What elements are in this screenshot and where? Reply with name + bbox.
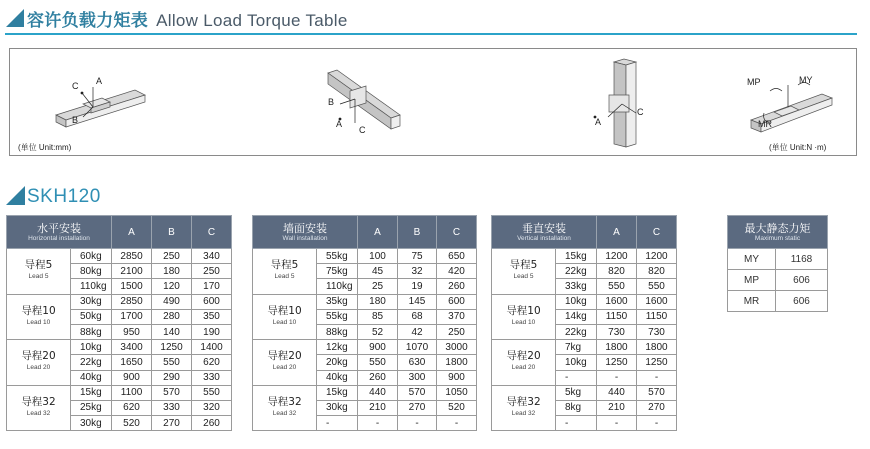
torque-value-c: 650 [437,249,477,264]
torque-value-a: 440 [358,385,398,400]
lead-group-label: 导程32 Lead 32 [253,385,317,431]
torque-value-c: 550 [637,279,677,294]
wall-installation-table [252,215,477,431]
torque-value-a: 3400 [112,340,152,355]
col-header-a: A [597,216,637,249]
load-cell: 5kg [556,385,597,400]
lead-group-label: 导程32 Lead 32 [7,385,71,431]
torque-value-c: 270 [637,400,677,415]
table-row [728,291,828,312]
table-row [492,340,677,355]
table-row [253,385,477,400]
load-cell: - [317,416,358,431]
title-en: Allow Load Torque Table [156,11,348,30]
torque-value-c: 620 [192,355,232,370]
horizontal-installation-table [6,215,232,431]
torque-value-b: 570 [152,385,192,400]
load-cell: 110kg [317,279,358,294]
torque-value-a: 52 [358,324,398,339]
torque-value-c: - [637,370,677,385]
torque-value-b: 68 [398,309,437,324]
torque-value-c: 1800 [437,355,477,370]
w-label-a: A [336,119,343,129]
torque-value-b: 42 [398,324,437,339]
title-cn: 容许负载力矩表 [27,11,149,31]
unit-label-nm: (单位 Unit:N ·m) [769,143,827,152]
torque-value-a: 1100 [112,385,152,400]
torque-value-c: 1150 [637,309,677,324]
torque-value-a: 2100 [112,264,152,279]
max-static-moment-table [727,215,828,312]
torque-value-b: 19 [398,279,437,294]
installation-diagram-panel [9,48,857,156]
torque-value-a: 45 [358,264,398,279]
load-cell: 10kg [556,355,597,370]
torque-value-c: 820 [637,264,677,279]
torque-value-c: 600 [192,294,232,309]
load-cell: 40kg [71,370,112,385]
col-header-c: C [637,216,677,249]
torque-value-b: 490 [152,294,192,309]
load-cell: 30kg [71,416,112,431]
moment-label: MY [728,249,776,270]
torque-value-a: 520 [112,416,152,431]
load-cell: 22kg [556,324,597,339]
torque-value-c: 370 [437,309,477,324]
torque-value-c: 330 [192,370,232,385]
torque-value-b: 120 [152,279,192,294]
torque-value-b: 300 [398,370,437,385]
torque-value-c: 260 [192,416,232,431]
torque-value-a: 260 [358,370,398,385]
s-label-mr: MR [758,119,772,129]
torque-value-c: 1600 [637,294,677,309]
header-divider [5,33,857,35]
table-row [7,340,232,355]
table-header-title: 垂直安装 Vertical installation [492,216,597,249]
torque-value-b: 280 [152,309,192,324]
lead-group-label: 导程20 Lead 20 [253,340,317,386]
load-cell: 30kg [317,400,358,415]
torque-value-a: 2850 [112,249,152,264]
torque-value-a: 900 [358,340,398,355]
torque-value-a: 730 [597,324,637,339]
torque-value-a: 1650 [112,355,152,370]
torque-value-b: 75 [398,249,437,264]
unit-label-mm: (单位 Unit:mm) [18,143,72,152]
lead-group-label: 导程20 Lead 20 [7,340,71,386]
lead-group-label: 导程5 Lead 5 [7,249,71,295]
torque-value-c: 1050 [437,385,477,400]
load-cell: 8kg [556,400,597,415]
lead-group-label: 导程5 Lead 5 [253,249,317,295]
header-triangle-icon [6,9,24,27]
torque-value-c: 250 [437,324,477,339]
torque-value-a: 820 [597,264,637,279]
table-row [492,294,677,309]
table-row [728,270,828,291]
torque-value-a: 1800 [597,340,637,355]
torque-value-c: 190 [192,324,232,339]
torque-value-c: 420 [437,264,477,279]
load-cell: 20kg [317,355,358,370]
static-table-header: 最大静态力矩 Maximum static [728,216,828,249]
load-cell: 7kg [556,340,597,355]
table-header-title: 水平安装 Horizontal installation [7,216,112,249]
load-cell: 25kg [71,400,112,415]
load-cell: 30kg [71,294,112,309]
load-cell: 15kg [317,385,358,400]
torque-value-b: 550 [152,355,192,370]
w-label-b: B [328,97,335,107]
vertical-installation-table [491,215,677,431]
moment-value: 606 [776,270,828,291]
load-cell: 60kg [71,249,112,264]
moment-label: MR [728,291,776,312]
col-header-c: C [192,216,232,249]
moment-label: MP [728,270,776,291]
load-cell: 10kg [71,340,112,355]
table-row [253,294,477,309]
torque-value-a: 1250 [597,355,637,370]
load-cell: - [556,416,597,431]
torque-value-c: 3000 [437,340,477,355]
torque-value-c: 520 [437,400,477,415]
torque-value-b: 32 [398,264,437,279]
torque-value-a: 1150 [597,309,637,324]
load-cell: 35kg [317,294,358,309]
torque-value-a: 950 [112,324,152,339]
col-header-c: C [437,216,477,249]
torque-value-b: 630 [398,355,437,370]
table-row [728,249,828,270]
torque-value-b: 330 [152,400,192,415]
torque-value-c: 320 [192,400,232,415]
load-cell: 14kg [556,309,597,324]
torque-value-a: 210 [358,400,398,415]
torque-value-c: - [637,416,677,431]
lead-group-label: 导程32 Lead 32 [492,385,556,431]
installation-diagrams [10,49,858,157]
torque-value-a: 2850 [112,294,152,309]
torque-value-a: - [597,370,637,385]
torque-value-a: 25 [358,279,398,294]
w-label-c: C [359,125,366,135]
load-cell: 15kg [556,249,597,264]
torque-value-c: - [437,416,477,431]
table-header-title: 墙面安装 Wall installation [253,216,358,249]
torque-value-a: 1200 [597,249,637,264]
load-cell: 12kg [317,340,358,355]
torque-value-a: 85 [358,309,398,324]
torque-value-c: 1250 [637,355,677,370]
horizontal-install-diagram [56,90,145,127]
col-header-a: A [112,216,152,249]
load-cell: 88kg [317,324,358,339]
torque-value-a: 550 [358,355,398,370]
load-cell: 55kg [317,309,358,324]
load-cell: 55kg [317,249,358,264]
torque-value-c: 260 [437,279,477,294]
col-header-b: B [398,216,437,249]
torque-value-b: 1250 [152,340,192,355]
torque-value-c: 570 [637,385,677,400]
torque-value-b: 270 [152,416,192,431]
load-cell: 22kg [71,355,112,370]
v-label-c: C [637,107,644,117]
torque-value-c: 340 [192,249,232,264]
load-cell: 40kg [317,370,358,385]
torque-value-b: 290 [152,370,192,385]
load-cell: 10kg [556,294,597,309]
torque-value-b: 250 [152,249,192,264]
s-label-my: MY [799,75,813,85]
torque-value-b: 270 [398,400,437,415]
table-row [7,294,232,309]
moment-value: 606 [776,291,828,312]
load-cell: - [556,370,597,385]
torque-value-c: 730 [637,324,677,339]
torque-value-a: 620 [112,400,152,415]
torque-value-b: 180 [152,264,192,279]
torque-value-a: 210 [597,400,637,415]
table-row [492,249,677,264]
torque-value-b: 570 [398,385,437,400]
lead-group-label: 导程5 Lead 5 [492,249,556,295]
table-row [7,385,232,400]
load-cell: 75kg [317,264,358,279]
torque-value-c: 1200 [637,249,677,264]
torque-value-b: 145 [398,294,437,309]
torque-value-a: 440 [597,385,637,400]
col-header-a: A [358,216,398,249]
torque-value-c: 170 [192,279,232,294]
torque-value-a: 1600 [597,294,637,309]
s-label-mp: MP [747,77,761,87]
lead-group-label: 导程20 Lead 20 [492,340,556,386]
table-row [253,249,477,264]
vertical-install-diagram [609,59,636,147]
h-label-a: A [96,76,103,86]
v-label-a: A [595,117,602,127]
page-title [27,6,348,31]
col-header-b: B [152,216,192,249]
load-cell: 80kg [71,264,112,279]
torque-value-a: 100 [358,249,398,264]
torque-value-a: 1500 [112,279,152,294]
torque-value-b: 140 [152,324,192,339]
model-title: SKH120 [27,186,101,207]
torque-value-b: - [398,416,437,431]
h-label-c: C [72,81,79,91]
torque-value-a: - [597,416,637,431]
torque-value-c: 600 [437,294,477,309]
table-row [253,340,477,355]
torque-value-a: 180 [358,294,398,309]
load-cell: 110kg [71,279,112,294]
load-cell: 50kg [71,309,112,324]
torque-value-a: - [358,416,398,431]
torque-value-c: 1400 [192,340,232,355]
moment-value: 1168 [776,249,828,270]
table-row [492,385,677,400]
load-cell: 22kg [556,264,597,279]
load-cell: 33kg [556,279,597,294]
torque-value-c: 550 [192,385,232,400]
torque-value-c: 1800 [637,340,677,355]
torque-value-a: 900 [112,370,152,385]
lead-group-label: 导程10 Lead 10 [253,294,317,340]
torque-value-c: 900 [437,370,477,385]
lead-group-label: 导程10 Lead 10 [7,294,71,340]
torque-value-a: 1700 [112,309,152,324]
torque-value-a: 550 [597,279,637,294]
table-row [7,249,232,264]
load-cell: 88kg [71,324,112,339]
load-cell: 15kg [71,385,112,400]
section-triangle-icon [6,186,25,205]
h-label-b: B [72,115,79,125]
torque-value-b: 1070 [398,340,437,355]
torque-value-c: 250 [192,264,232,279]
torque-value-c: 350 [192,309,232,324]
lead-group-label: 导程10 Lead 10 [492,294,556,340]
